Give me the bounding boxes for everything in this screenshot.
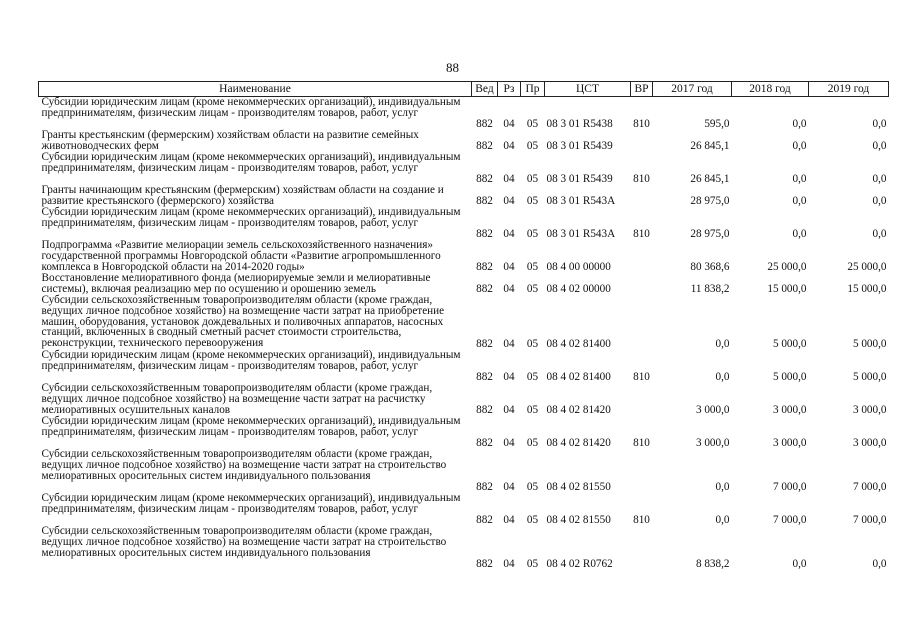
header-2018: 2018 год	[732, 82, 809, 97]
header-cst: ЦСТ	[545, 82, 631, 97]
row-cst: 08 4 02 81550	[546, 514, 611, 527]
row-cst: 08 3 01 R5438	[546, 118, 613, 131]
row-2019: 0,0	[872, 228, 887, 241]
row-name: Подпрограмма «Развитие мелиорации земель сельскохозяйственного назначения» государственной программы Новгородской области «Развитие агропромышленного комплекса в Новгородской области на 2014-2020 годы»	[41, 239, 441, 273]
row-ved: 882	[476, 371, 493, 384]
row-rz: 04	[503, 173, 515, 186]
table-row	[39, 273, 889, 295]
row-name: Гранты начинающим крестьянским (фермерским) хозяйствам области на создание и развитие крестьянского (фермерского) хозяйства	[41, 184, 444, 207]
row-rz: 04	[503, 118, 515, 131]
row-cst: 08 4 02 81420	[546, 437, 611, 450]
table-row	[39, 383, 889, 416]
row-pr: 05	[526, 371, 539, 384]
row-2019: 3 000,0	[852, 437, 887, 450]
row-vr: 810	[633, 228, 650, 241]
row-2017: 80 368,6	[690, 261, 730, 274]
row-pr: 05	[526, 437, 539, 450]
budget-table	[38, 81, 889, 570]
row-2018: 7 000,0	[772, 481, 807, 494]
row-cst: 08 4 00 00000	[546, 261, 611, 274]
table-body	[39, 97, 889, 571]
row-2018: 3 000,0	[772, 437, 807, 450]
row-2019: 0,0	[872, 558, 887, 571]
row-2019: 0,0	[872, 195, 887, 208]
row-pr: 05	[526, 140, 539, 153]
row-vr: 810	[633, 514, 650, 527]
row-ved: 882	[476, 514, 493, 527]
row-ved: 882	[476, 173, 493, 186]
row-ved: 882	[476, 481, 493, 494]
row-ved: 882	[476, 404, 493, 417]
row-vr	[631, 295, 653, 350]
row-cst: 08 3 01 R5439	[546, 173, 613, 186]
header-vr: ВР	[631, 82, 653, 97]
row-2017: 0,0	[715, 338, 730, 351]
row-name: Восстановление мелиоративного фонда (мелиорируемые земли и мелиоративные системы), включая реализацию мер по осушению и орошению земель	[41, 272, 431, 295]
row-pr: 05	[526, 481, 539, 494]
row-name: Субсидии юридическим лицам (кроме некоммерческих организаций), индивидуальным предпринимателям, физическим лицам - производителям товаров, работ, услуг	[41, 415, 461, 438]
row-pr: 05	[526, 195, 539, 208]
row-rz: 04	[503, 481, 515, 494]
row-2017: 11 838,2	[690, 283, 730, 296]
row-vr	[631, 383, 653, 416]
row-ved: 882	[476, 261, 493, 274]
row-pr: 05	[526, 118, 539, 131]
page-number: 88	[446, 60, 459, 75]
table-row	[39, 350, 889, 383]
table-row	[39, 130, 889, 152]
row-2019: 0,0	[872, 173, 887, 186]
row-rz: 04	[503, 261, 515, 274]
row-cst: 08 3 01 R543A	[546, 195, 616, 208]
row-rz: 04	[503, 283, 515, 296]
table-row	[39, 97, 889, 131]
row-pr: 05	[526, 558, 539, 571]
row-rz: 04	[503, 404, 515, 417]
row-2017: 28 975,0	[690, 228, 730, 241]
row-2019: 7 000,0	[852, 514, 887, 527]
row-cst: 08 4 02 81550	[546, 481, 611, 494]
header-2017: 2017 год	[653, 82, 732, 97]
row-rz: 04	[503, 514, 515, 527]
row-2017: 0,0	[715, 371, 730, 384]
row-2017: 26 845,1	[690, 173, 730, 186]
row-2019: 5 000,0	[852, 371, 887, 384]
row-vr	[631, 526, 653, 570]
row-2019: 3 000,0	[852, 404, 887, 417]
row-2019: 15 000,0	[847, 283, 887, 296]
row-2018: 7 000,0	[772, 514, 807, 527]
row-2018: 0,0	[792, 195, 807, 208]
row-rz: 04	[503, 228, 515, 241]
row-ved: 882	[476, 118, 493, 131]
row-2018: 0,0	[792, 558, 807, 571]
row-2019: 7 000,0	[852, 481, 887, 494]
row-ved: 882	[476, 558, 493, 571]
row-name: Субсидии юридическим лицам (кроме некоммерческих организаций), индивидуальным предпринимателям, физическим лицам - производителям товаров, работ, услуг	[41, 206, 461, 229]
row-2018: 0,0	[792, 118, 807, 131]
row-vr	[631, 449, 653, 493]
row-pr: 05	[526, 228, 539, 241]
row-2018: 15 000,0	[767, 283, 807, 296]
table-row	[39, 185, 889, 207]
row-pr: 05	[526, 404, 539, 417]
row-2018: 0,0	[792, 140, 807, 153]
row-ved: 882	[476, 228, 493, 241]
row-2018: 0,0	[792, 228, 807, 241]
row-pr: 05	[526, 514, 539, 527]
row-rz: 04	[503, 558, 515, 571]
row-2017: 26 845,1	[690, 140, 730, 153]
row-vr	[631, 130, 653, 152]
row-ved: 882	[476, 437, 493, 450]
row-rz: 04	[503, 437, 515, 450]
row-ved: 882	[476, 195, 493, 208]
table-row	[39, 295, 889, 350]
row-2017: 0,0	[715, 514, 730, 527]
row-ved: 882	[476, 338, 493, 351]
row-cst: 08 3 01 R5439	[546, 140, 613, 153]
row-2018: 0,0	[792, 173, 807, 186]
table-row	[39, 449, 889, 493]
header-2019: 2019 год	[809, 82, 889, 97]
row-vr	[631, 273, 653, 295]
row-ved: 882	[476, 140, 493, 153]
row-name: Субсидии сельскохозяйственным товаропроизводителям области (кроме граждан, ведущих личное подсобное хозяйство) на возмещение части затрат на расчистку мелиоративных осушительных каналов	[41, 382, 433, 416]
row-name: Субсидии юридическим лицам (кроме некоммерческих организаций), индивидуальным предпринимателям, физическим лицам - производителям товаров, работ, услуг	[41, 96, 461, 119]
row-name: Субсидии юридическим лицам (кроме некоммерческих организаций), индивидуальным предпринимателям, физическим лицам - производителям товаров, работ, услуг	[41, 349, 461, 372]
row-pr: 05	[526, 173, 539, 186]
header-name: Наименование	[39, 82, 472, 97]
row-cst: 08 4 02 00000	[546, 283, 611, 296]
row-vr: 810	[633, 437, 650, 450]
row-name: Субсидии сельскохозяйственным товаропроизводителям области (кроме граждан, ведущих личное подсобное хозяйство) на возмещение части затрат на строительство мелиоративных оросительных систем индивидуального пользования	[41, 525, 447, 559]
table-row	[39, 493, 889, 526]
row-name: Субсидии юридическим лицам (кроме некоммерческих организаций), индивидуальным предпринимателям, физическим лицам - производителям товаров, работ, услуг	[41, 151, 461, 174]
row-2019: 0,0	[872, 118, 887, 131]
row-vr: 810	[633, 371, 650, 384]
header-ved: Вед	[472, 82, 498, 97]
table-row	[39, 240, 889, 273]
row-pr: 05	[526, 338, 539, 351]
row-2017: 28 975,0	[690, 195, 730, 208]
row-2017: 3 000,0	[695, 404, 730, 417]
row-rz: 04	[503, 195, 515, 208]
row-pr: 05	[526, 283, 539, 296]
row-name: Субсидии сельскохозяйственным товаропроизводителям области (кроме граждан, ведущих личное подсобное хозяйство) на возмещение части затрат на приобретение машин, оборудования, установок дождевальных и поливочных аппаратов, насосных станций, включенных в сводный сметный расчет стоимости строительства, реконструкции, технического перевооружения	[41, 294, 445, 350]
table-header	[39, 82, 889, 97]
row-vr	[631, 185, 653, 207]
row-2017: 3 000,0	[695, 437, 730, 450]
row-2019: 0,0	[872, 140, 887, 153]
row-ved: 882	[476, 283, 493, 296]
row-2019: 25 000,0	[847, 261, 887, 274]
row-name: Субсидии юридическим лицам (кроме некоммерческих организаций), индивидуальным предпринимателям, физическим лицам - производителям товаров, работ, услуг	[41, 492, 461, 515]
row-2018: 25 000,0	[767, 261, 807, 274]
header-pr: Пр	[521, 82, 545, 97]
row-2018: 3 000,0	[772, 404, 807, 417]
row-cst: 08 4 02 R0762	[546, 558, 613, 571]
table-row	[39, 152, 889, 185]
row-cst: 08 4 02 81420	[546, 404, 611, 417]
row-2017: 8 838,2	[695, 558, 730, 571]
row-rz: 04	[503, 371, 515, 384]
row-rz: 04	[503, 140, 515, 153]
table-row	[39, 416, 889, 449]
row-2019: 5 000,0	[852, 338, 887, 351]
row-vr: 810	[633, 118, 650, 131]
row-vr	[631, 240, 653, 273]
row-name: Субсидии сельскохозяйственным товаропроизводителям области (кроме граждан, ведущих личное подсобное хозяйство) на возмещение части затрат на строительство мелиоративных оросительных систем индивидуального пользования	[41, 448, 447, 482]
row-rz: 04	[503, 338, 515, 351]
row-cst: 08 4 02 81400	[546, 338, 611, 351]
table-row	[39, 526, 889, 570]
row-pr: 05	[526, 261, 539, 274]
row-2018: 5 000,0	[772, 371, 807, 384]
row-2018: 5 000,0	[772, 338, 807, 351]
row-vr: 810	[633, 173, 650, 186]
row-cst: 08 3 01 R543A	[546, 228, 616, 241]
table-row	[39, 207, 889, 240]
row-cst: 08 4 02 81400	[546, 371, 611, 384]
row-name: Гранты крестьянским (фермерским) хозяйствам области на развитие семейных животноводческих ферм	[41, 129, 419, 152]
row-2017: 595,0	[704, 118, 730, 131]
header-rz: Рз	[498, 82, 521, 97]
row-2017: 0,0	[715, 481, 730, 494]
